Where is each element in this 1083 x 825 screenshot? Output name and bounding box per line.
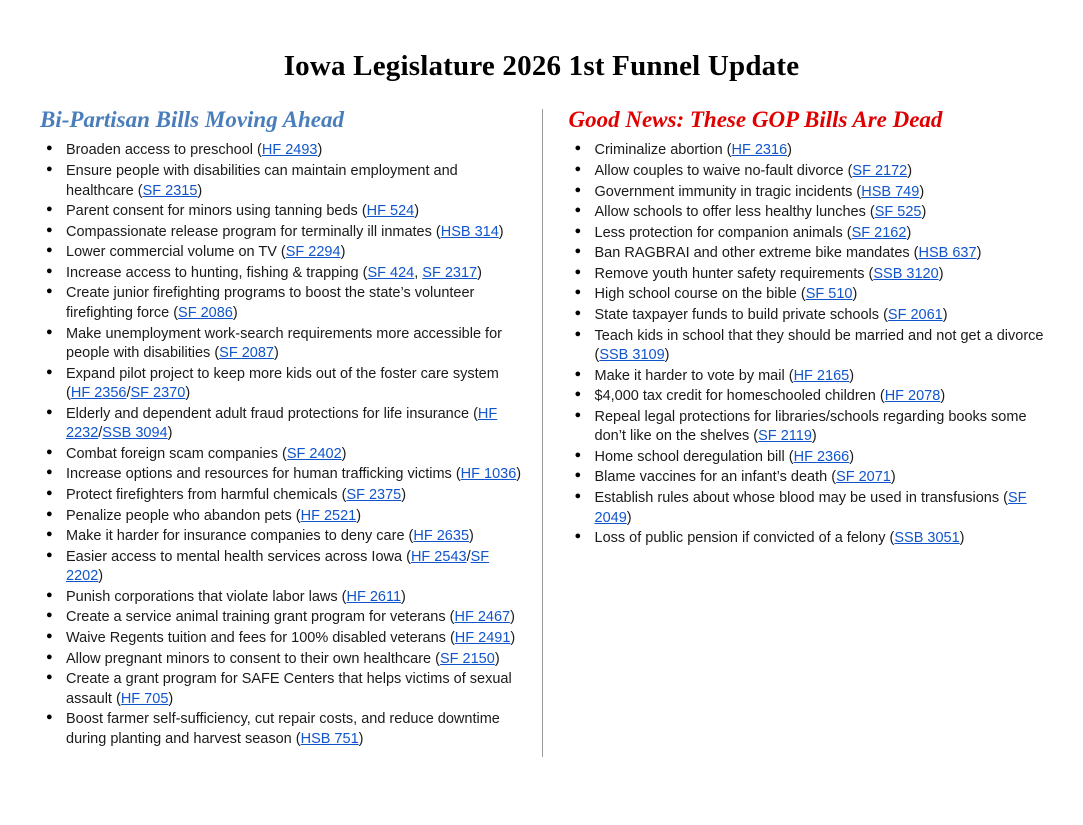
bill-description: Create a grant program for SAFE Centers that helps victims of sexual assault [66,671,512,707]
bill-list-item [40,507,525,528]
bill-link[interactable]: SF 2402 [286,445,342,462]
column-dead-bills [543,107,1054,750]
paren-close: ) [849,448,855,465]
paren-open: ( [883,306,888,323]
bill-link[interactable]: HSB 314 [440,223,499,240]
paren-close: ) [849,367,855,384]
paren-close: ) [510,609,515,626]
bill-list-item [569,468,1054,489]
bill-description: Allow pregnant minors to consent to their own healthcare [66,650,432,667]
paren-open: ( [66,385,71,402]
bill-separator: / [126,385,131,402]
paren-close: ) [494,650,500,667]
bill-description: Ensure people with disabilities can maintain employment and healthcare [66,163,458,199]
column-bipartisan [40,107,543,750]
paren-close: ) [401,588,406,605]
bill-list-item [569,529,1054,550]
paren-open: ( [137,182,143,199]
bill-description: Ban RAGBRAI and other extreme bike mandates [594,245,910,262]
bill-link[interactable]: SF 2086 [178,304,233,321]
paren-close: ) [811,428,817,445]
bill-link[interactable]: HF 2316 [731,142,788,159]
paren-close: ) [921,204,927,221]
bill-link[interactable]: HF 2366 [793,448,850,465]
bill-link[interactable]: HSB 749 [861,183,920,200]
paren-open: ( [214,345,220,362]
bill-list-item [40,284,525,324]
paren-open: ( [847,163,853,179]
bill-list-item [569,387,1054,408]
bill-description: Increase options and resources for human trafficking victims [66,466,452,483]
bill-list-item [569,141,1054,162]
bill-link[interactable]: SF 2087 [219,345,274,362]
bill-description: Penalize people who abandon pets [66,507,292,524]
paren-open: ( [115,690,121,707]
bill-link[interactable]: SF 525 [874,204,922,221]
paren-close: ) [516,466,522,483]
bill-list-item [40,162,525,202]
paren-open: ( [856,183,862,200]
bill-link[interactable]: SF 2370 [130,385,186,402]
paren-open: ( [408,528,414,545]
bill-separator: , [414,264,423,281]
paren-close: ) [168,690,174,707]
bill-description: Make unemployment work-search requirements more accessible for people with disabilities [66,325,502,362]
bill-link[interactable]: SF 510 [805,286,853,303]
paren-open: ( [594,347,600,364]
bill-description: Elderly and dependent adult fraud protections for life insurance [66,405,470,422]
bill-description: Boost farmer self-sufficiency, cut repair costs, and reduce downtime during planting and harvest season [66,711,500,747]
bill-description: Broaden access to preschool [66,142,253,159]
paren-close: ) [906,224,912,241]
bill-link[interactable]: SF 2071 [836,469,891,486]
paren-open: ( [257,142,262,159]
bill-description: Easier access to mental health services across Iowa [66,548,403,565]
paren-close: ) [340,244,346,261]
paren-open: ( [846,224,852,241]
bill-list-item [40,465,525,486]
paren-close: ) [341,445,347,462]
paren-close: ) [919,183,925,200]
paren-close: ) [197,182,203,199]
bill-list-item [569,265,1054,286]
bill-description: Increase access to hunting, fishing & trapping [66,264,359,281]
bill-link[interactable]: HF 2232 [66,405,498,442]
bill-description: Create a service animal training grant program for veterans [66,609,446,626]
bill-description: Waive Regents tuition and fees for 100% disabled veterans [66,629,450,646]
paren-open: ( [295,507,301,524]
paren-close: ) [477,264,482,281]
bill-link[interactable]: HSB 751 [300,730,359,747]
paren-close: ) [469,528,474,545]
paren-close: ) [356,507,362,524]
bill-link[interactable]: HF 2491 [454,629,511,646]
bill-list-item [40,486,525,507]
paren-open: ( [800,286,806,303]
bill-description: Home school deregulation bill [594,448,785,465]
bill-description: Lower commercial volume on TV [66,244,277,261]
bill-list-item [569,224,1054,245]
bill-list-item [569,285,1054,306]
paren-open: ( [913,245,919,262]
bill-list-item [569,448,1054,469]
paren-open: ( [788,367,794,384]
paren-open: ( [449,629,455,646]
bill-link[interactable]: SF 2172 [852,163,908,179]
paren-open: ( [406,548,411,565]
bill-list-item [40,141,525,162]
bill-description: Make it harder for insurance companies to deny care [66,528,405,545]
bill-list-item [40,608,525,629]
bill-list-item [40,548,525,588]
bill-list-item [40,527,525,548]
bill-list-item [40,243,525,264]
bill-description: Allow couples to waive no-fault divorce [594,163,844,179]
paren-close: ) [401,487,407,503]
paren-open: ( [868,265,874,282]
paren-open: ( [435,223,441,240]
bill-link[interactable]: SF 2294 [285,244,341,261]
bill-list-item [40,445,525,466]
bill-list-item [40,365,525,405]
bill-link[interactable]: SF 2317 [422,264,478,281]
paren-open: ( [280,244,286,261]
paren-open: ( [726,142,732,159]
bill-list-item [40,264,525,285]
bill-list-item [40,588,525,609]
column-heading-bipartisan: Bi-Partisan Bills Moving Ahead [40,107,344,132]
bill-list-item [569,162,1054,183]
paren-close: ) [273,345,279,362]
bill-description: Blame vaccines for an infant’s death [594,469,828,486]
bill-list-dead [569,141,1054,549]
page-title: Iowa Legislature 2026 1st Funnel Update [283,50,800,82]
bill-link[interactable]: HSB 637 [918,245,977,262]
bill-list-item [569,306,1054,327]
bill-list-item [40,202,525,223]
paren-open: ( [889,530,895,547]
paren-close: ) [940,388,946,405]
bill-list-item [40,710,525,750]
bill-description: Government immunity in tragic incidents [594,183,853,200]
bill-description: Teach kids in school that they should be married and not get a divorce [594,327,1044,344]
bill-description: Punish corporations that violate labor laws [66,588,338,605]
bill-list-item [569,489,1054,529]
bill-separator: / [466,548,471,565]
bill-description: Make it harder to vote by mail [594,367,785,384]
bill-description: Create junior firefighting programs to boost the state’s volunteer firefighting force [66,285,475,321]
bill-description: Protect firefighters from harmful chemicals [66,487,338,503]
document-page [0,50,1083,825]
bill-list-item [569,408,1054,448]
bill-link[interactable]: HF 2493 [261,142,318,159]
bill-list-item [40,670,525,710]
bill-link[interactable]: HF 2635 [413,528,470,545]
bill-description: Expand pilot project to keep more kids out of the foster care system [66,365,499,382]
bill-link[interactable]: SF 2061 [887,306,943,323]
paren-open: ( [753,428,759,445]
bill-link[interactable]: HF 2611 [346,588,402,605]
bill-link[interactable]: HF 2165 [793,367,850,384]
bill-description: Combat foreign scam companies [66,445,278,462]
bill-link[interactable]: HF 705 [120,690,169,707]
bill-description: Compassionate release program for terminally ill inmates [66,223,432,240]
bill-description: State taxpayer funds to build private schools [594,306,880,323]
bill-description: $4,000 tax credit for homeschooled children [594,388,876,405]
bill-link[interactable]: HF 2467 [454,609,511,626]
bill-link[interactable]: SF 424 [367,264,415,281]
bill-description: Repeal legal protections for libraries/schools regarding books some don’t like on the shelves [594,408,1027,445]
bill-link[interactable]: SSB 3109 [599,347,665,364]
bill-link[interactable]: SF 2049 [594,490,1027,526]
paren-close: ) [317,142,323,159]
bill-link[interactable]: SF 2162 [851,224,907,241]
paren-close: ) [959,530,965,547]
bill-description: Establish rules about whose blood may be used in transfusions [594,490,1000,506]
paren-open: ( [361,203,367,220]
bill-list-bipartisan [40,141,525,750]
bill-description: Remove youth hunter safety requirements [594,265,865,282]
bill-link[interactable]: HF 2078 [884,388,941,405]
bill-list-item [40,325,525,365]
bill-list-item [40,405,525,445]
bill-list-item [40,629,525,650]
paren-close: ) [664,347,670,364]
paren-close: ) [852,286,858,303]
bill-description: Loss of public pension if convicted of a felony [594,530,886,547]
paren-open: ( [788,448,794,465]
paren-close: ) [626,509,632,526]
two-column-body [0,107,1083,750]
paren-open: ( [341,588,347,605]
paren-close: ) [414,203,420,220]
bill-link[interactable]: SF 2119 [758,428,812,445]
bill-description: Allow schools to offer less healthy lunches [594,204,866,221]
bill-link[interactable]: SF 2202 [66,548,490,585]
paren-close: ) [976,245,982,262]
bill-separator: / [98,425,103,442]
bill-link[interactable]: SF 2150 [440,650,495,667]
bill-link[interactable]: HF 524 [366,203,415,220]
bill-list-item [569,367,1054,388]
bill-description: Criminalize abortion [594,142,723,159]
bill-list-item [569,327,1054,367]
paren-open: ( [473,405,478,422]
bill-link[interactable]: HF 2356 [70,385,127,402]
paren-open: ( [435,650,440,667]
bill-list-item [569,183,1054,204]
bill-link[interactable]: SF 2315 [142,182,198,199]
paren-close: ) [890,469,896,486]
paren-open: ( [341,487,347,503]
column-divider [542,109,543,757]
bill-link[interactable]: SSB 3120 [873,265,939,282]
paren-close: ) [510,629,516,646]
bill-link[interactable]: SSB 3094 [102,425,168,442]
bill-link[interactable]: HF 1036 [460,466,517,483]
paren-open: ( [282,445,287,462]
paren-close: ) [907,163,913,179]
paren-open: ( [173,304,179,321]
paren-open: ( [831,469,837,486]
paren-close: ) [232,304,238,321]
paren-open: ( [295,730,301,747]
bill-link[interactable]: SSB 3051 [894,530,960,547]
bill-description: Parent consent for minors using tanning beds [66,203,358,220]
bill-list-item [569,244,1054,265]
paren-open: ( [362,264,368,281]
column-heading-dead-bills: Good News: These GOP Bills Are Dead [568,107,943,132]
bill-list-item [40,223,525,244]
paren-open: ( [879,388,885,405]
paren-close: ) [498,223,504,240]
paren-close: ) [942,306,948,323]
paren-close: ) [98,568,104,585]
bill-link[interactable]: HF 2543 [410,548,467,565]
paren-open: ( [869,204,875,221]
bill-list-item [40,650,525,671]
bill-list-item [569,203,1054,224]
paren-close: ) [938,265,944,282]
bill-description: Less protection for companion animals [594,224,843,241]
paren-open: ( [1003,490,1009,506]
paren-open: ( [455,466,461,483]
paren-close: ) [167,425,173,442]
paren-open: ( [449,609,455,626]
bill-link[interactable]: HF 2521 [300,507,357,524]
paren-close: ) [787,142,792,159]
paren-close: ) [185,385,191,402]
bill-link[interactable]: SF 2375 [346,487,402,503]
paren-close: ) [358,730,364,747]
bill-description: High school course on the bible [594,286,797,303]
